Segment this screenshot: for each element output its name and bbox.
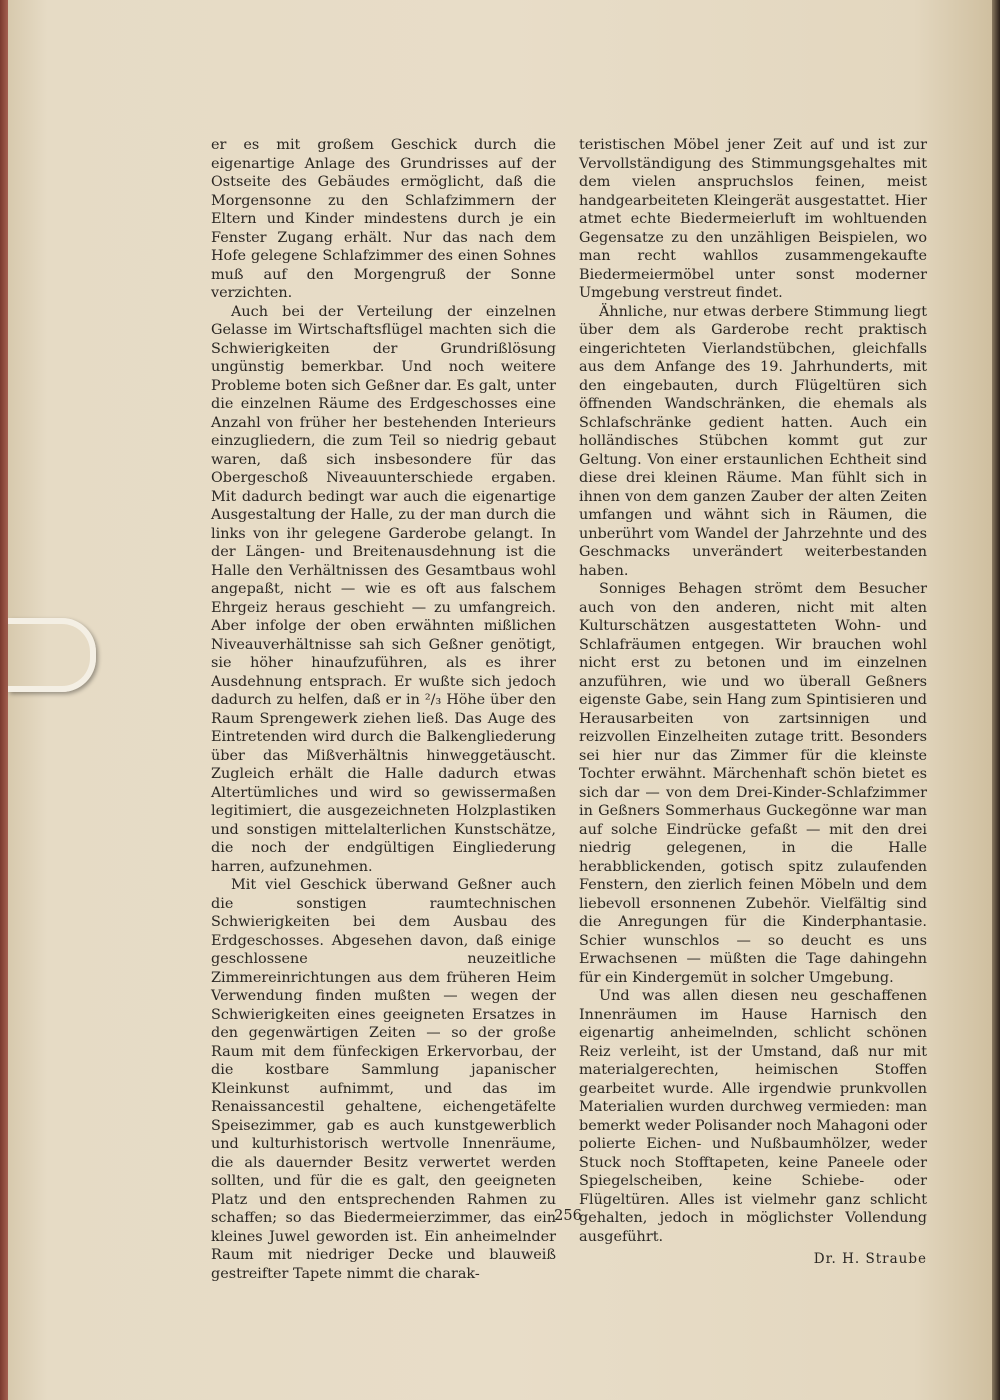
paragraph-left-2: Auch bei der Verteilung der einzelnen Gelasse im Wirtschaftsflügel machten sich die Schwierigkeiten der Grundrißlösung ungünstig bemerkbar. Und noch weitere Probleme boten sich Geßner dar. Es galt, unter die einzelnen Räume des Erdgeschosses eine Anzahl von früher her bestehenden Interieurs einzugliedern, die zum Teil so niedrig gebaut waren, daß sich insbesondere für das Obergeschoß Niveauunterschiede ergaben. Mit dadurch bedingt war auch die eigenartige Ausgestaltung der Halle, zu der man durch die links von ihr gelegene Garderobe gelangt. In der Längen- und Breitenausdehnung ist die Halle den Verhältnissen des Gesamtbaus wohl angepaßt, nicht — wie es oft aus falschem Ehrgeiz heraus geschieht — zu umfangreich. Aber infolge der oben erwähnten mißlichen Niveauverhältnisse sah sich Geßner genötigt, sie höher hinaufzuführen, als es ihrer Ausdehnung entsprach. Er wußte sich jedoch dadurch zu helfen, daß er in ²/₃ Höhe über den Raum Sprengewerk ziehen ließ. Das Auge des Eintretenden wird durch die Balkengliederung über das Mißverhältnis hinweggetäuscht. Zugleich erhält die Halle dadurch etwas Altertümliches und wird so gewissermaßen legitimiert, die ausgezeichneten Holzplastiken und sonstigen mittelalterlichen Kunstschätze, die noch der endgültigen Eingliederung harren, aufzunehmen. xyxy=(211,303,556,875)
paragraph-right-2: Ähnliche, nur etwas derbere Stimmung liegt über dem als Garderobe recht praktisch eingerichteten Vierlandstübchen, gleichfalls aus dem Anfange des 19. Jahrhunderts, mit den eingebauten, durch Flügeltüren sich öffnenden Wandschränken, die ehemals als Schlafschränke gedient hatten. Auch ein holländisches Stübchen kommt gut zur Geltung. Von einer erstaunlichen Echtheit sind diese drei kleinen Räume. Man fühlt sich in ihnen von dem ganzen Zauber der alten Zeiten umfangen und wähnt sich in Räumen, die unberührt vom Wandel der Jahrzehnte und des Geschmacks unverändert weiterbestanden haben. xyxy=(579,303,927,579)
author-signature: Dr. H. Straube xyxy=(813,1251,927,1267)
right-text-column xyxy=(579,136,927,1269)
paragraph-right-1: teristischen Möbel jener Zeit auf und ist zur Vervollständigung des Stimmungsgehaltes mit dem vielen anspruchslos feinen, meist handgearbeiteten Kleingerät ausgestattet. Hier atmet echte Biedermeierluft im wohltuenden Gegensatze zu den unzähligen Beispielen, wo man recht wahllos zusammengekaufte Biedermeiermöbel unter sonst moderner Umgebung verstreut findet. xyxy=(579,137,927,301)
book-page xyxy=(8,0,993,1400)
paragraph-left-1: er es mit großem Geschick durch die eigenartige Anlage des Grundrisses auf der Ostseite des Gebäudes ermöglicht, daß die Morgensonne zu den Schlafzimmern der Eltern und Kinder mindestens durch je ein Fenster Zugang erhält. Nur das nach dem Hofe gelegene Schlafzimmer des einen Sohnes muß auf den Morgengruß der Sonne verzichten. xyxy=(211,137,556,301)
paragraph-left-3: Mit viel Geschick überwand Geßner auch die sonstigen raumtechnischen Schwierigkeiten bei dem Ausbau des Erdgeschosses. Abgesehen davon, daß einige geschlossene neuzeitliche Zimmereinrichtungen aus dem früheren Heim Verwendung finden mußten — wegen der Schwierigkeiten eines geeigneten Ersatzes in den gegenwärtigen Zeiten — so der große Raum mit dem fünfeckigen Erkervorbau, der die kostbare Sammlung japanischer Kleinkunst aufnimmt, und das im Renaissancestil gehaltene, eichengetäfelte Speisezimmer, gab es auch kunstgewerblich und kulturhistorisch wertvolle Innenräume, die als dauernder Besitz verwertet werden sollten, und für die es galt, den geeigneten Platz und den entsprechenden Rahmen zu schaffen; so das Biedermeierzimmer, das ein kleines Juwel geworden ist. Ein anheimelnder Raum mit niedriger Decke und blauweiß gestreifter Tapete nimmt die charak- xyxy=(211,877,556,1282)
page-number: 256 xyxy=(554,1208,582,1224)
page-edge-shadow xyxy=(992,0,1000,1400)
paragraph-right-3: Sonniges Behagen strömt dem Besucher auch von den anderen, nicht mit alten Kulturschätzen ausgestatteten Wohn- und Schlafräumen entgegen. Wir brauchen wohl nicht erst zu betonen und im einzelnen anzuführen, wie und wo überall Geßners eigenste Gabe, sein Hang zum Spintisieren und Herausarbeiten von zartsinnigen und reizvollen Einzelheiten zutage tritt. Besonders sei hier nur das Zimmer für die kleinste Tochter erwähnt. Märchenhaft schön bietet es sich dar — von dem Drei-Kinder-Schlafzimmer in Geßners Sommerhaus Guckegönne war man auf solche Eindrücke gefaßt — mit den drei niedrig gelegenen, in die Halle herabblickenden, gotisch spitz zulaufenden Fenstern, den zierlich feinen Möbeln und dem liebevoll ersonnenen Zubehör. Vielfältig sind die Anregungen für die Kinderphantasie. Schier wunschlos — so deucht es uns Erwachsenen — müßten die Tage dahingehn für ein Kindergemüt in solcher Umgebung. xyxy=(579,581,927,986)
left-text-column xyxy=(211,136,556,1283)
paper-clip xyxy=(8,618,96,692)
paragraph-right-4: Und was allen diesen neu geschaffenen Innenräumen im Hause Harnisch den eigenartig anheimelnden, schlicht schönen Reiz verleiht, ist der Umstand, daß nur mit materialgerechten, heimischen Stoffen gearbeitet wurde. Alle irgendwie prunkvollen Materialien wurden durchweg vermieden: man bemerkt weder Polisander noch Mahagoni oder polierte Eichen- und Nußbaumhölzer, weder Stuck noch Stofftapeten, keine Paneele oder Spiegelscheiben, keine Schiebe- oder Flügeltüren. Alles ist vielmehr ganz schlicht gehalten, jedoch in möglichster Vollendung ausgeführt. xyxy=(579,988,927,1245)
